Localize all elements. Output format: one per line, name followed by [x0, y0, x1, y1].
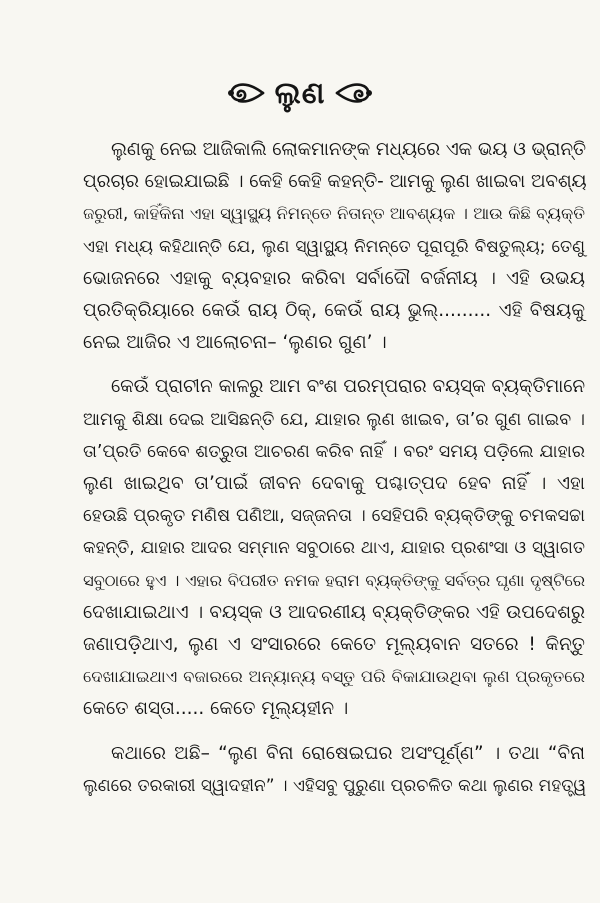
text-line: ଏହା ମଧ୍ୟ କହିଥାନ୍ତି ଯେ, ଲୁଣ ସ୍ୱାସ୍ଥ୍ୟ ନିମନ୍ତେ ପୂରାପୂରି ବିଷତୁଲ୍ୟ; ତେଣୁ [83, 236, 585, 257]
text-line: ସବୁଠାରେ ହୁଏ । ଏହାର ବିପରୀତ ନମକ ହରାମ ବ୍ୟକ୍ତିଙ୍କୁ ସର୍ବତ୍ର ଘୃଣା ଦୃଷ୍ଟିରେ [83, 570, 585, 590]
chapter-title-text: ଲୁଣ [274, 75, 326, 111]
text-line: ଭୋଜନରେ ଏହାକୁ ବ୍ୟବହାର କରିବା ସର୍ବାଦୌ ବର୍ଜନୀୟ । ଏହି ଉଭୟ [83, 267, 585, 289]
text-line: ପ୍ରଚାର ହୋଇଯାଇଛି । କେହି କେହି କହନ୍ତି- ଆମକୁ ଲୁଣ ଖାଇବା ଅବଶ୍ୟ [83, 171, 587, 193]
left-ornament-icon [225, 75, 265, 111]
paragraph-3 [55, 738, 585, 802]
text-line: ନେଇ ଆଜିର ଏ ଆଲୋଚନା– ‘ଲୁଣର ଗୁଣ’ । [83, 332, 387, 354]
right-ornament-icon [335, 75, 375, 111]
text-line: ଦେଖାଯାଇଥାଏ ବଜାରରେ ଅନ୍ୟାନ୍ୟ ବସ୍ତୁ ପରି ବିକାଯାଉଥିବା ଲୁଣ ପ୍ରକୃତରେ [83, 667, 585, 687]
text-line: ହେଉଛି ପ୍ରକୃତ ମଣିଷ ପଣିଆ, ସଜ୍ଜନତା । ସେହିପରି ବ୍ୟକ୍ତିଙ୍କୁ ଚମକସଚ୍ଚା [83, 506, 585, 527]
text-line: ଜଣାପଡ଼ିଥାଏ, ଲୁଣ ଏ ସଂସାରରେ କେତେ ମୂଲ୍ୟବାନ ସତରେ ! କିନ୍ତୁ [83, 634, 585, 656]
body-text [55, 134, 585, 814]
text-line: ଜରୁରୀ, କାହିଁକିନା ଏହା ସ୍ୱାସ୍ଥ୍ୟ ନିମନ୍ତେ ନିତାନ୍ତ ଆବଶ୍ୟକ । ଆଉ କିଛି ବ୍ୟକ୍ତି [83, 204, 585, 224]
text-line: ଆମକୁ ଶିକ୍ଷା ଦେଇ ଆସିଛନ୍ତି ଯେ, ଯାହାର ଲୁଣ ଖାଇବ, ତା’ର ଗୁଣ ଗାଇବ । [83, 409, 585, 430]
text-line: କେତେ ଶସ୍ତା..... କେତେ ମୂଲ୍ୟହୀନ । [83, 698, 349, 720]
text-line: ଦେଖାଯାଇଥାଏ । ବୟସ୍କ ଓ ଆଦରଣୀୟ ବ୍ୟକ୍ତିଙ୍କର ଏହି ଉପଦେଶରୁ [83, 601, 585, 623]
text-line: ଲୁଣରେ ତରକାରୀ ସ୍ୱାଦହୀନ” । ଏହିସବୁ ପୁରୁଣା ପ୍ରଚଳିତ କଥା ଲୁଣର ମହତ୍ତ୍ୱ [83, 775, 587, 796]
text-line: ଲୁଣକୁ ନେଇ ଆଜିକାଲି ଲୋକମାନଙ୍କ ମଧ୍ୟରେ ଏକ ଭୟ ଓ ଭ୍ରାନ୍ତି [111, 139, 586, 160]
text-line: ତା’ପ୍ରତି କେବେ ଶତ୍ରୁତା ଆଚରଣ କରିବ ନାହିଁ । ବରଂ ସମୟ ପଡ଼ିଲେ ଯାହାର [83, 441, 585, 462]
text-line: କହନ୍ତି, ଯାହାର ଆଦର ସମ୍ମାନ ସବୁଠାରେ ଥାଏ, ଯାହାର ପ୍ରଶଂସା ଓ ସ୍ୱାଗତ [83, 538, 585, 559]
chapter-title [0, 70, 600, 116]
text-line: ଲୁଣ ଖାଇଥିବ ତା’ପାଇଁ ଜୀବନ ଦେବାକୁ ପଶ୍ଚାତ୍‌ପଦ ହେବ ନାହିଁ । ଏହା [83, 473, 585, 495]
paragraph-1 [55, 134, 585, 359]
text-line: କଥାରେ ଅଛି– “ଲୁଣ ବିନା ରୋଷେଇଘର ଅସଂପୂର୍ଣ୍ଣ” । ତଥା “ବିନା [111, 742, 585, 764]
text-line: ପ୍ରତିକ୍ରିୟାରେ କେଉଁ ରାୟ ଠିକ୍, କେଉଁ ରାୟ ଭୁଲ୍......... ଏହି ବିଷୟକୁ [83, 300, 585, 322]
paragraph-2 [55, 371, 585, 725]
text-line: କେଉଁ ପ୍ରାଚୀନ କାଳରୁ ଆମ ବଂଶ ପରମ୍ପରାର ବୟସ୍କ ବ୍ୟକ୍ତିମାନେ [111, 376, 585, 398]
